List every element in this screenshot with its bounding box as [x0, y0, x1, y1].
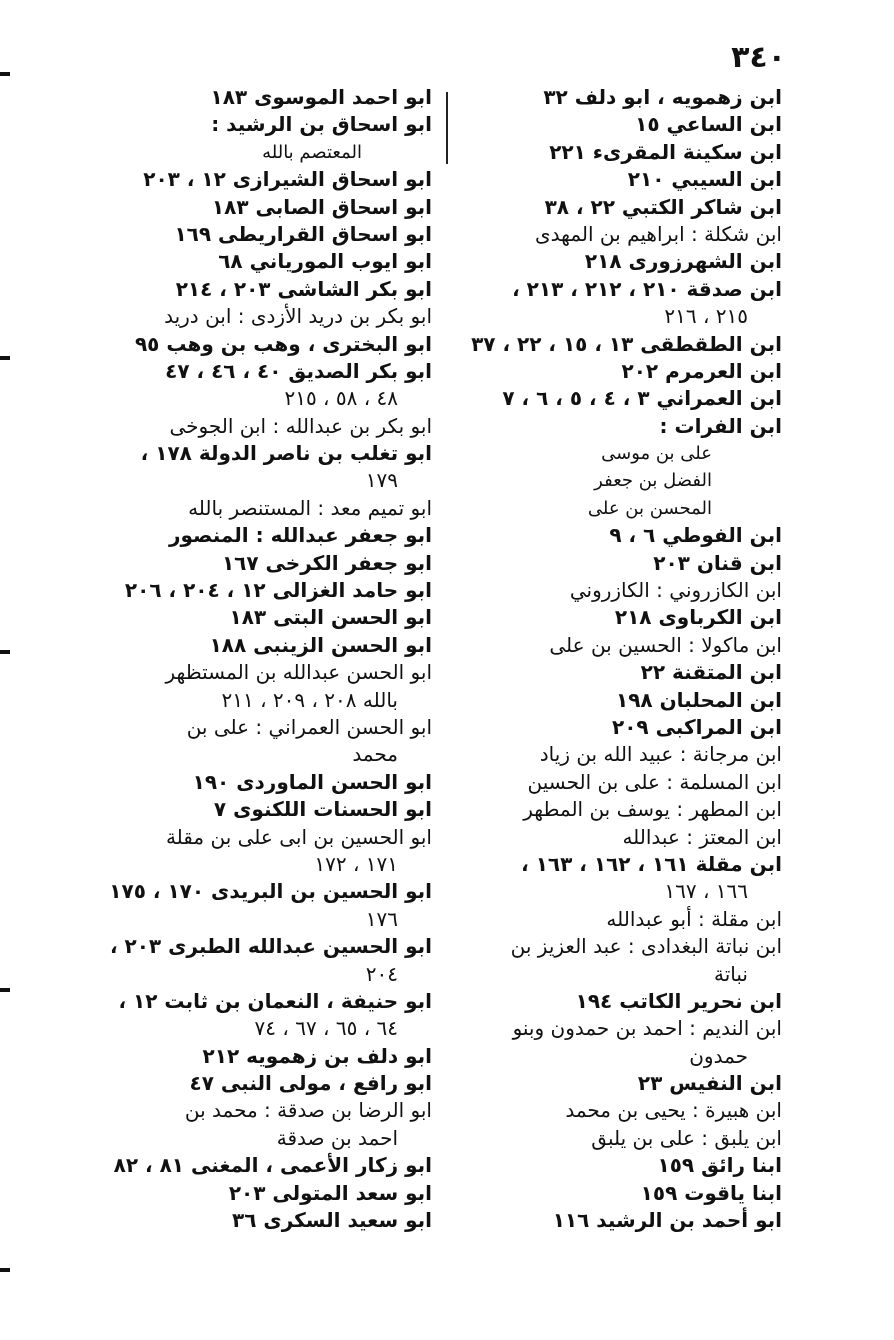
index-entry: ابن العرمرم ٢٠٢ — [621, 358, 782, 383]
index-entry: ابو أحمد بن الرشيد ١١٦ — [552, 1208, 782, 1233]
index-entry: ابو البخترى ، وهب بن وهب ٩٥ — [134, 331, 432, 356]
index-entry: ابن الكرباوى ٢١٨ — [614, 605, 782, 630]
index-entry: ابو اسحاق القراريطى ١٦٩ — [174, 221, 432, 246]
index-entry: ابو اسحاق الصابى ١٨٣ — [211, 194, 432, 219]
index-column-right — [452, 84, 782, 1234]
index-entry: ابن المراكبى ٢٠٩ — [611, 714, 782, 739]
index-entry: الفضل بن جعفر — [594, 470, 712, 492]
index-entry: ابو الحسين عبدالله الطبرى ٢٠٣ ، — [109, 934, 432, 959]
index-entry: ٢١٥ ، ٢١٦ — [664, 304, 748, 329]
index-entry: ابو الحسن عبدالله بن المستظهر — [165, 660, 432, 685]
index-entry: ابو تغلب بن ناصر الدولة ١٧٨ ، — [140, 441, 432, 466]
index-entry: ابن الفرات : — [659, 413, 782, 438]
index-entry: ابو الحسن الزينبى ١٨٨ — [209, 632, 432, 657]
index-column-left — [109, 84, 432, 1234]
index-entry: حمدون — [689, 1043, 748, 1068]
index-entry: ابن المحلبان ١٩٨ — [615, 687, 782, 712]
index-entry: ابن الشهرزورى ٢١٨ — [584, 249, 782, 274]
index-entry: ابن المطهر : يوسف بن المطهر — [523, 797, 782, 822]
index-entry: على بن موسى — [601, 443, 712, 465]
index-entry: ابو الحسين بن البريدى ١٧٠ ، ١٧٥ — [109, 879, 432, 904]
index-entry: ابن يلبق : على بن يلبق — [591, 1125, 782, 1150]
index-entry: ابو الحسن الماوردى ١٩٠ — [192, 769, 432, 794]
index-entry: ابن الفوطي ٦ ، ٩ — [609, 523, 782, 548]
index-entry: ابو بكر الشاشى ٢٠٣ ، ٢١٤ — [175, 276, 432, 301]
index-entry: احمد بن صدقة — [276, 1125, 398, 1150]
index-entry: ابو زكار الأعمى ، المغنى ٨١ ، ٨٢ — [113, 1153, 432, 1178]
index-entry: ابن زهمويه ، ابو دلف ٣٢ — [543, 85, 782, 109]
index-entry: ابن الساعي ١٥ — [635, 112, 782, 137]
index-entry: ابنا ياقوت ١٥٩ — [640, 1180, 782, 1205]
index-entry: ابن المسلمة : على بن الحسين — [527, 769, 782, 794]
margin-mark — [0, 1268, 10, 1272]
index-entry: ابو بكر بن دريد الأزدى : ابن دريد — [164, 304, 432, 329]
index-entry: ابو اسحاق بن الرشيد : — [211, 112, 432, 137]
index-entry: ابو الحسن العمراني : على بن — [186, 714, 432, 739]
index-entry: ابو بكر بن عبدالله : ابن الجوخى — [169, 413, 432, 438]
index-entry: ابن سكينة المقرىء ٢٢١ — [549, 139, 782, 164]
index-entry: ٦٤ ، ٦٥ ، ٦٧ ، ٧٤ — [254, 1016, 398, 1041]
index-entry: ابو حامد الغزالى ١٢ ، ٢٠٤ ، ٢٠٦ — [124, 578, 432, 603]
index-entry: ابن صدقة ٢١٠ ، ٢١٢ ، ٢١٣ ، — [512, 276, 782, 301]
margin-mark — [0, 988, 10, 992]
index-entry: ابو جعفر عبدالله : المنصور — [168, 523, 432, 548]
index-entry: ابن النديم : احمد بن حمدون وبنو — [512, 1016, 782, 1041]
index-entry: ٢٠٤ — [365, 961, 398, 986]
index-entry: ١٧٩ — [365, 468, 398, 493]
index-entry: ابو الرضا بن صدقة : محمد بن — [184, 1098, 432, 1123]
index-entry: ١٧١ ، ١٧٢ — [314, 851, 398, 876]
index-entry: ابن نحرير الكاتب ١٩٤ — [575, 988, 782, 1013]
index-entry: ابو سعد المتولى ٢٠٣ — [228, 1180, 432, 1205]
index-entry: نباتة — [714, 961, 748, 986]
index-entry: ابن مرجانة : عبيد الله بن زياد — [539, 742, 782, 767]
index-entry: ابنا رائق ١٥٩ — [657, 1153, 782, 1178]
index-entry: ١٧٦ — [365, 906, 398, 931]
index-entry: ابو الحسين بن ابى على بن مقلة — [165, 824, 432, 849]
index-entry: ابو اسحاق الشيرازى ١٢ ، ٢٠٣ — [143, 167, 432, 192]
index-entry: ابن شاكر الكتبي ٢٢ ، ٣٨ — [544, 194, 782, 219]
index-entry: ابن قنان ٢٠٣ — [653, 550, 782, 575]
index-entry: المحسن بن على — [587, 497, 712, 519]
index-entry: ابن نباتة البغدادى : عبد العزيز بن — [510, 934, 782, 959]
margin-mark — [0, 72, 10, 76]
column-divider — [446, 92, 448, 164]
index-entry: ابو رافع ، مولى النبى ٤٧ — [189, 1071, 432, 1096]
index-entry: ابو الحسنات اللكنوى ٧ — [213, 797, 432, 822]
index-entry: ابو جعفر الكرخى ١٦٧ — [221, 550, 432, 575]
index-entry: ابن المعتز : عبدالله — [622, 824, 782, 849]
index-entry: ابن مقلة : أبو عبدالله — [606, 906, 782, 931]
index-entry: ابو سعيد السكرى ٣٦ — [231, 1208, 432, 1233]
page-number: ٣٤٠ — [731, 40, 786, 75]
margin-mark — [0, 356, 10, 360]
index-entry: ابن هبيرة : يحيى بن محمد — [565, 1098, 782, 1123]
index-entry: ابن ماكولا : الحسين بن على — [549, 632, 782, 657]
margin-mark — [0, 650, 10, 654]
index-entry: ابو تميم معد : المستنصر بالله — [188, 495, 432, 520]
index-entry: ابو حنيفة ، النعمان بن ثابت ١٢ ، — [118, 988, 432, 1013]
index-entry: ابن شكلة : ابراهيم بن المهدى — [534, 221, 782, 246]
index-entry: ١٦٦ ، ١٦٧ — [664, 879, 748, 904]
index-entry: ابن العمراني ٣ ، ٤ ، ٥ ، ٦ ، ٧ — [502, 386, 782, 411]
index-entry: ابن المتقنة ٢٢ — [640, 660, 782, 685]
index-entry: بالله ٢٠٨ ، ٢٠٩ ، ٢١١ — [221, 687, 398, 712]
index-entry: ٤٨ ، ٥٨ ، ٢١٥ — [284, 386, 398, 411]
index-entry: ابن مقلة ١٦١ ، ١٦٢ ، ١٦٣ ، — [521, 851, 782, 876]
index-entry: ابن السيبي ٢١٠ — [627, 167, 782, 192]
index-entry: ابن الطقطقى ١٣ ، ١٥ ، ٢٢ ، ٣٧ — [471, 331, 782, 356]
index-entry: ابو دلف بن زهمويه ٢١٢ — [202, 1043, 432, 1068]
index-entry: ابن الكازروني : الكازروني — [569, 578, 782, 603]
index-entry: ابو احمد الموسوى ١٨٣ — [210, 85, 432, 109]
index-entry: ابن النفيس ٢٣ — [637, 1071, 782, 1096]
index-entry: ابو بكر الصديق ٤٠ ، ٤٦ ، ٤٧ — [165, 358, 432, 383]
index-entry: المعتصم بالله — [262, 141, 362, 163]
index-entry: ابو الحسن البتى ١٨٣ — [229, 605, 432, 630]
index-entry: محمد — [352, 742, 398, 767]
index-entry: ابو ايوب المورياني ٦٨ — [218, 249, 432, 274]
